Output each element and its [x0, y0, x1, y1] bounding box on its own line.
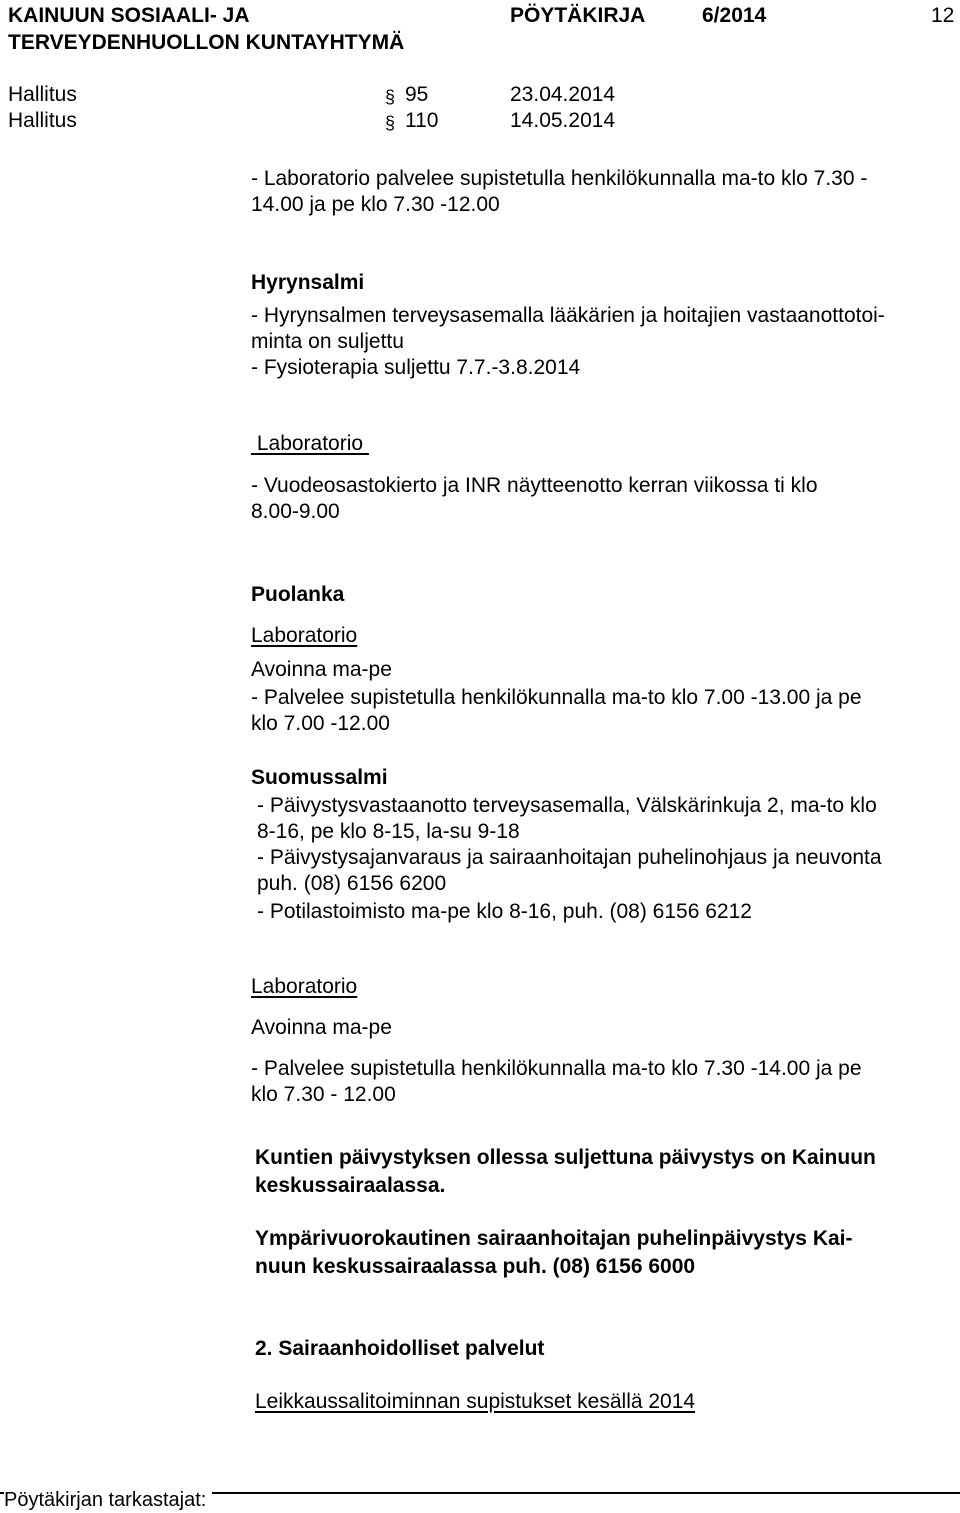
- body-text: - Palvelee supistetulla henkilökunnalla ma-to klo 7.00 -13.00 ja pe: [251, 686, 862, 709]
- heading-laboratorio: Laboratorio: [251, 624, 358, 647]
- body-text: - Hyrynsalmen terveysasemalla lääkärien ja hoitajien vastaanottotoi-: [251, 304, 885, 327]
- heading-suomussalmi: Suomussalmi: [251, 766, 388, 789]
- notice-text: nuun keskussairaalassa puh. (08) 6156 6000: [255, 1255, 696, 1278]
- body-text: Avoinna ma-pe: [251, 658, 392, 681]
- body-text: 14.00 ja pe klo 7.30 -12.00: [251, 193, 500, 216]
- body-text: - Laboratorio palvelee supistetulla henkilökunnalla ma-to klo 7.30 -: [251, 167, 868, 190]
- document-type: PÖYTÄKIRJA: [510, 4, 646, 27]
- body-text: klo 7.00 -12.00: [251, 712, 390, 735]
- body-text: 8-16, pe klo 8-15, la-su 9-18: [257, 820, 520, 843]
- notice-text: keskussairaalassa.: [255, 1174, 446, 1197]
- body-text: - Palvelee supistetulla henkilökunnalla ma-to klo 7.30 -14.00 ja pe: [251, 1057, 862, 1080]
- heading-laboratorio: Laboratorio: [251, 432, 369, 455]
- body-text: klo 7.30 - 12.00: [251, 1083, 396, 1106]
- organization-name-line2: TERVEYDENHUOLLON KUNTAYHTYMÄ: [8, 31, 405, 54]
- reference-date: 23.04.2014: [510, 83, 616, 106]
- body-text: puh. (08) 6156 6200: [257, 872, 447, 895]
- body-text: 8.00-9.00: [251, 500, 340, 523]
- organization-name-line1: KAINUUN SOSIAALI- JA: [8, 4, 250, 27]
- section-heading: 2. Sairaanhoidolliset palvelut: [255, 1337, 545, 1360]
- body-text: Avoinna ma-pe: [251, 1016, 392, 1039]
- heading-puolanka: Puolanka: [251, 583, 345, 606]
- body-text: minta on suljettu: [251, 330, 404, 353]
- page-number: 12: [931, 4, 955, 27]
- reference-body: Hallitus: [8, 83, 77, 106]
- body-text: - Päivystysajanvaraus ja sairaanhoitajan puhelinohjaus ja neuvonta: [257, 846, 882, 869]
- reference-section: 110: [405, 109, 439, 132]
- notice-text: Ympärivuorokautinen sairaanhoitajan puhelinpäivystys Kai-: [255, 1227, 853, 1250]
- body-text: - Päivystysvastaanotto terveysasemalla, Välskärinkuja 2, ma-to klo: [257, 794, 877, 817]
- heading-hyrynsalmi: Hyrynsalmi: [251, 271, 365, 294]
- subsection-heading: Leikkaussalitoiminnan supistukset kesällä 2014: [255, 1390, 696, 1413]
- body-text: - Vuodeosastokierto ja INR näytteenotto kerran viikossa ti klo: [251, 474, 818, 497]
- notice-text: Kuntien päivystyksen ollessa suljettuna päivystys on Kainuun: [255, 1146, 876, 1169]
- body-text: - Potilastoimisto ma-pe klo 8-16, puh. (08) 6156 6212: [257, 900, 752, 923]
- section-sign-icon: §: [385, 87, 396, 107]
- reference-body: Hallitus: [8, 109, 77, 132]
- section-sign-icon: §: [385, 113, 396, 133]
- body-text: - Fysioterapia suljettu 7.7.-3.8.2014: [251, 356, 581, 379]
- heading-laboratorio: Laboratorio: [251, 975, 358, 998]
- reference-section: 95: [405, 83, 429, 106]
- reference-date: 14.05.2014: [510, 109, 616, 132]
- footer-label: Pöytäkirjan tarkastajat:: [4, 1487, 212, 1513]
- document-number: 6/2014: [702, 4, 767, 27]
